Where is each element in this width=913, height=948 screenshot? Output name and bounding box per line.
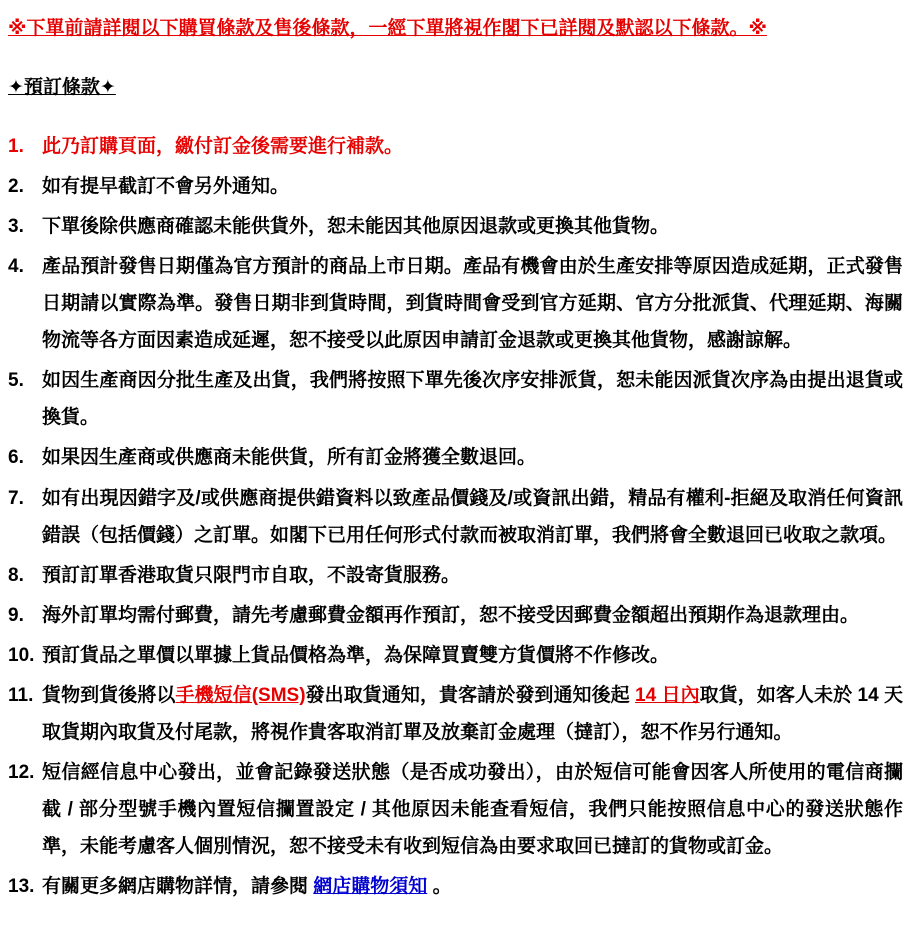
highlighted-term-text: 14 日內	[635, 684, 700, 706]
term-number: 11.	[8, 684, 34, 706]
term-text	[42, 677, 903, 751]
term-item	[8, 248, 903, 359]
term-text-segment: 短信經信息中心發出，並會記錄發送狀態（是否成功發出），由於短信可能會因客人所使用的電信商攔截 / 部分型號手機內置短信攔置設定 / 其他原因未能查看短信，我們只能按照信息中心的發送狀態作準，未能考慮客人個別情況，恕不接受未有收到短信為由要求取回已撻訂的貨物或訂金。	[42, 761, 903, 857]
term-number: 5.	[8, 370, 24, 392]
highlighted-term-text: 手機短信(SMS)	[175, 684, 306, 706]
term-text-segment: 有關更多網店購物詳情，請參閱	[42, 875, 314, 897]
term-number: 7.	[8, 487, 24, 509]
term-text	[42, 868, 903, 905]
term-item	[8, 480, 903, 554]
term-text-segment: 如果因生產商或供應商未能供貨，所有訂金將獲全數退回。	[42, 447, 537, 469]
term-item	[8, 557, 903, 594]
term-item	[8, 754, 903, 865]
term-item	[8, 168, 903, 205]
term-text	[42, 480, 903, 554]
term-text	[42, 248, 903, 359]
term-item	[8, 439, 903, 476]
term-text-segment: 取貨，如客人未於 14 天取貨期內取貨及付尾款，將視作貴客取消訂單及放棄訂金處理（撻訂），恕不作另行通知。	[42, 684, 903, 743]
term-number: 8.	[8, 564, 24, 586]
term-number: 3.	[8, 216, 24, 238]
term-text-segment: 預訂訂單香港取貨只限門市自取，不設寄貨服務。	[42, 564, 461, 586]
term-text	[42, 128, 903, 165]
term-text-segment: 發出取貨通知，貴客請於發到通知後起	[305, 684, 636, 706]
term-number: 13.	[8, 875, 35, 897]
term-text-segment: 如因生產商因分批生產及出貨，我們將按照下單先後次序安排派貨，恕未能因派貨次序為由提出退貨或換貨。	[42, 370, 903, 429]
term-text-segment: 如有提早截訂不會另外通知。	[42, 176, 290, 198]
term-text-segment: 貨物到貨後將以	[42, 684, 176, 706]
term-number: 4.	[8, 256, 24, 278]
term-text-segment: 此乃訂購頁面，繳付訂金後需要進行補款。	[42, 136, 404, 158]
term-text	[42, 637, 903, 674]
term-text-segment: 。	[427, 875, 452, 897]
term-text-segment: 產品預計發售日期僅為官方預計的商品上市日期。產品有機會由於生產安排等原因造成延期，正式發售日期請以實際為準。發售日期非到貨時間，到貨時間會受到官方延期、官方分批派貨、代理延期、海關物流等各方面因素造成延遲，恕不接受以此原因申請訂金退款或更換其他貨物，感謝諒解。	[42, 256, 903, 352]
term-text-segment: 預訂貨品之單價以單據上貨品價格為準，為保障買賣雙方貨價將不作修改。	[42, 644, 670, 666]
term-text-segment: 下單後除供應商確認未能供貨外，恕未能因其他原因退款或更換其他貨物。	[42, 216, 670, 238]
term-text	[42, 439, 903, 476]
term-item	[8, 362, 903, 436]
term-text	[42, 208, 903, 245]
term-number: 9.	[8, 604, 24, 626]
term-number: 1.	[8, 136, 24, 158]
terms-list	[8, 128, 903, 905]
term-text-segment: 如有出現因錯字及/或供應商提供錯資料以致產品價錢及/或資訊出錯，精品有權利-拒絕及取消任何資訊錯誤（包括價錢）之訂單。如閣下已用任何形式付款而被取消訂單，我們將會全數退回已收取之款項。	[42, 487, 903, 546]
term-text	[42, 597, 903, 634]
term-text	[42, 557, 903, 594]
term-item	[8, 677, 903, 751]
preorder-terms-title: ✦預訂條款✦	[8, 77, 116, 99]
term-item	[8, 868, 903, 905]
term-text-segment: 海外訂單均需付郵費，請先考慮郵費金額再作預訂，恕不接受因郵費金額超出預期作為退款理由。	[42, 604, 860, 626]
term-text	[42, 362, 903, 436]
term-number: 10.	[8, 644, 35, 666]
term-number: 2.	[8, 176, 24, 198]
purchase-terms-notice: ※下單前請詳閱以下購買條款及售後條款，一經下單將視作閣下已詳閱及默認以下條款。※	[8, 18, 767, 39]
term-item	[8, 597, 903, 634]
term-number: 6.	[8, 447, 24, 469]
term-item	[8, 128, 903, 165]
store-shopping-guide-link[interactable]: 網店購物須知	[313, 875, 428, 897]
term-item	[8, 637, 903, 674]
term-text	[42, 754, 903, 865]
term-item	[8, 208, 903, 245]
term-number: 12.	[8, 761, 35, 783]
term-text	[42, 168, 903, 205]
